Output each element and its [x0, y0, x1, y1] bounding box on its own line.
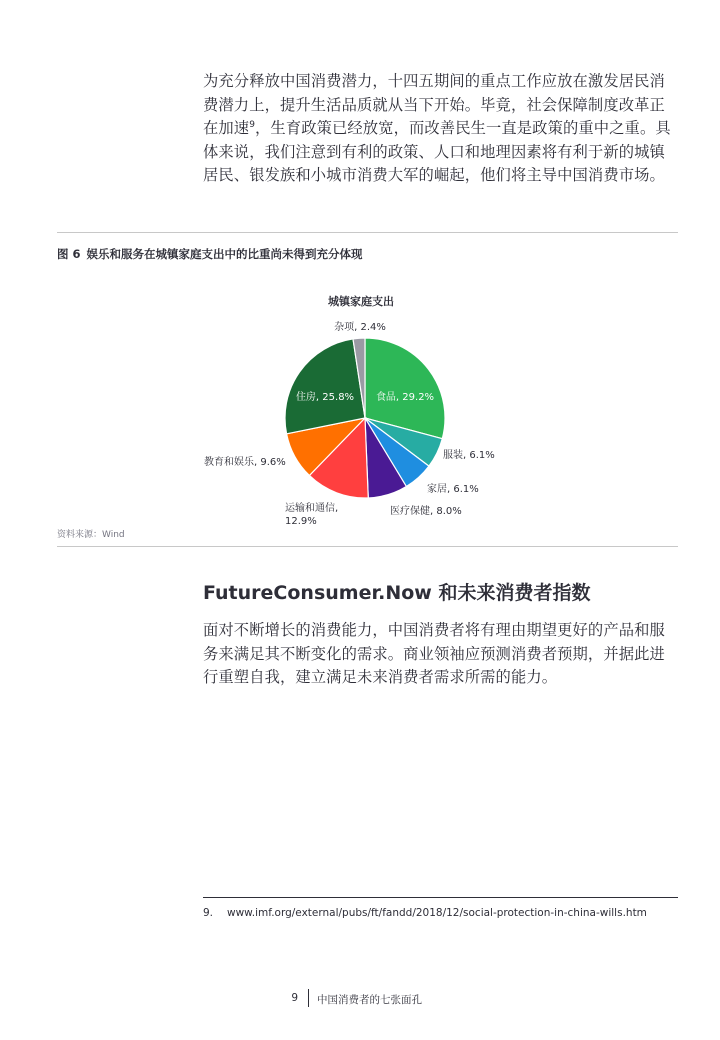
pie-label-3: 家居, 6.1%: [427, 484, 479, 495]
figure-label: 图 6: [57, 247, 81, 261]
pie-label-8: 杂项, 2.4%: [334, 322, 386, 333]
pie-label-7: 住房, 25.8%: [295, 392, 355, 403]
pie-label-1: 食品, 29.2%: [375, 392, 435, 403]
figure-source: 资料来源：Wind: [57, 530, 125, 540]
footer-doc-title: 中国消费者的七张面孔: [317, 994, 422, 1006]
page-number: 9: [291, 992, 298, 1004]
footnote: [203, 907, 647, 919]
pie-slice-7: [285, 339, 365, 434]
intro-paragraph: [203, 70, 673, 188]
pie-label-2: 服装, 6.1%: [443, 450, 495, 461]
pie-chart: [0, 280, 720, 530]
chart-title: 城镇家庭支出: [328, 295, 394, 308]
pie-label-6: 教育和娱乐, 9.6%: [204, 457, 286, 468]
footnote-rule: [203, 897, 678, 898]
pie-label-5: 运输和通信, 12.9%: [285, 503, 339, 527]
footer-divider: [308, 989, 309, 1007]
figure-title: [57, 246, 363, 262]
figure-caption: 娱乐和服务在城镇家庭支出中的比重尚未得到充分体现: [86, 247, 363, 261]
pie-label-4: 医疗保健, 8.0%: [390, 506, 462, 517]
section-body: 面对不断增长的消费能力，中国消费者将有理由期望更好的产品和服务来满足其不断变化的需求。商业领袖应预测消费者预期，并据此进行重塑自我，建立满足未来消费者需求所需的能力。: [203, 621, 665, 686]
intro-text-2: ，生育政策已经放宽，而改善民生一直是政策的重中之重。具体来说，我们注意到有利的政策、人口和地理因素将有利于新的城镇居民、银发族和小城市消费大军的崛起，他们将主导中国消费市场。: [203, 119, 671, 184]
footnote-link[interactable]: www.imf.org/external/pubs/ft/fandd/2018/12/social-protection-in-china-wills.htm: [227, 907, 647, 919]
figure-bottom-rule: [57, 546, 678, 547]
pie-slices: [285, 338, 445, 498]
section-heading: FutureConsumer.Now 和未来消费者指数: [203, 582, 591, 604]
intro-text-1: 为充分释放中国消费潜力，十四五期间的重点工作应放在激发居民消费潜力上，提升生活品质就从当下开始。毕竟，社会保障制度改革正在加速: [203, 72, 665, 137]
figure-top-rule: [57, 232, 678, 233]
footnote-ref[interactable]: 9: [249, 120, 256, 130]
footnote-number: 9.: [203, 907, 214, 919]
